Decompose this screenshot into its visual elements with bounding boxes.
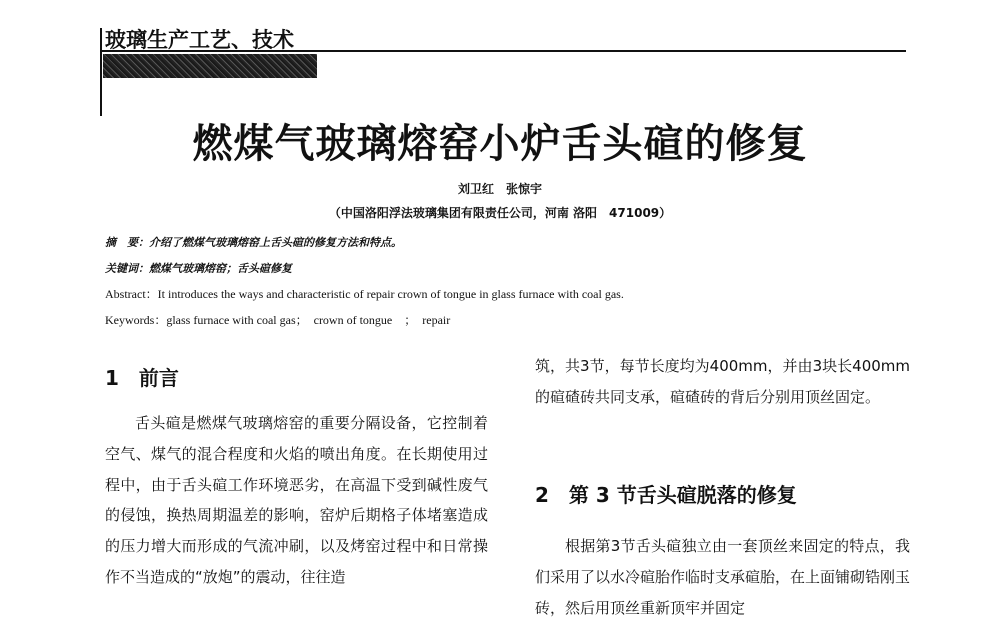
keywords-chinese: 关键词：燃煤气玻璃熔窑；舌头碹修复 — [105, 262, 292, 275]
right-column-paragraph-top: 筑，共3节，每节长度均为400mm，并由3块长400mm的碹碴砖共同支承，碹碴砖的背后分别用顶丝固定。 — [535, 357, 910, 406]
keywords-english: Keywords：glass furnace with coal gas； crown of tongue ； repair — [105, 313, 451, 327]
header-vertical-rule — [100, 28, 102, 116]
abstract-english: Abstract：It introduces the ways and characteristic of repair crown of tongue in glass furnace with coal gas. — [105, 287, 624, 301]
article-title: 燃煤气玻璃熔窑小炉舌头碹的修复 — [192, 121, 808, 167]
article-authors: 刘卫红 张惊宇 — [457, 182, 542, 196]
section-tag: 玻璃生产工艺、技术 — [105, 28, 294, 52]
heading-introduction: 1 前言 — [105, 366, 179, 390]
heading-section-2: 2 第 3 节舌头碹脱落的修复 — [535, 483, 797, 507]
abstract-chinese: 摘 要：介绍了燃煤气玻璃熔窑上舌头碹的修复方法和特点。 — [105, 236, 402, 249]
article-affiliation: （中国洛阳浮法玻璃集团有限责任公司，河南 洛阳 471009） — [328, 206, 672, 220]
header-banner-bar — [103, 54, 317, 78]
section-2-paragraph: 根据第3节舌头碹独立由一套顶丝来固定的特点，我们采用了以水冷碹胎作临时支承碹胎，在上面铺砌锆刚玉砖，然后用顶丝重新顶牢并固定 — [535, 537, 911, 617]
intro-paragraph: 舌头碹是燃煤气玻璃熔窑的重要分隔设备，它控制着空气、煤气的混合程度和火焰的喷出角度。在长期使用过程中，由于舌头碹工作环境恶劣，在高温下受到碱性废气的侵蚀，换热周期温差的影响，窑炉后期格子体堵塞造成的压力增大而形成的气流冲刷，以及烤窑过程中和日常操作不当造成的“放炮”的震动，往往造 — [105, 414, 488, 586]
